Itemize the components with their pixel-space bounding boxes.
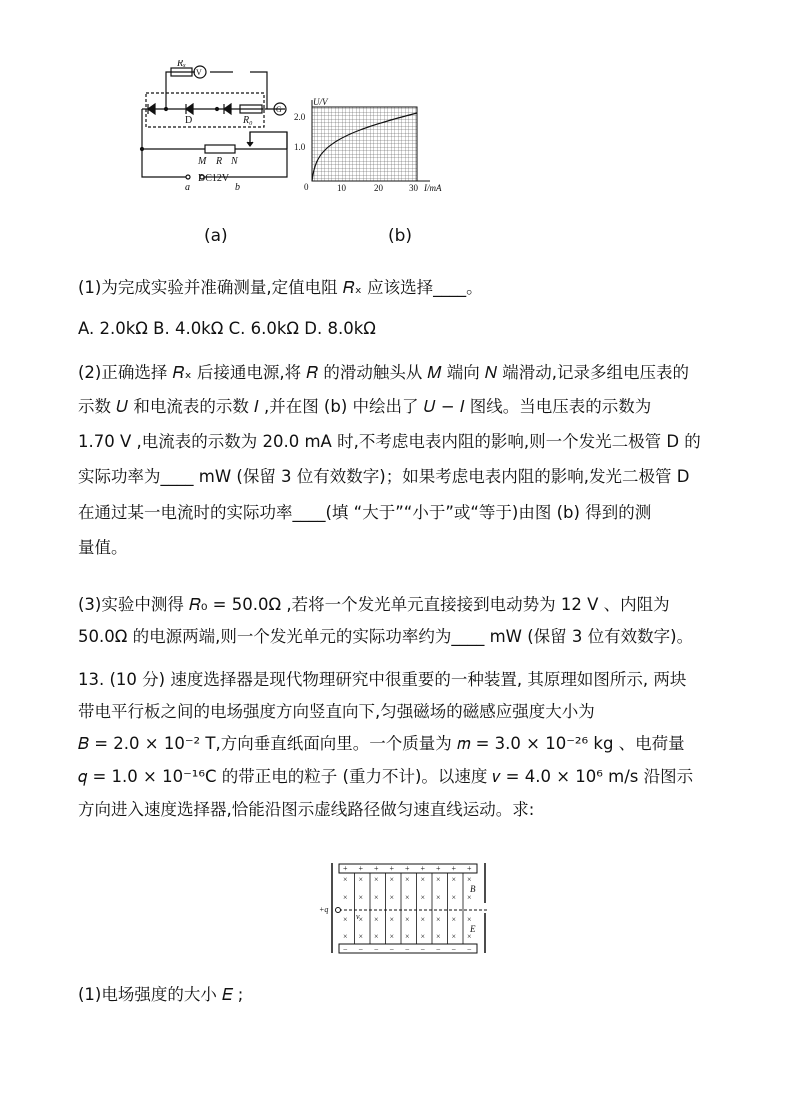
b-field-cross: ×	[343, 915, 348, 924]
minus-sign: −	[451, 945, 457, 954]
b-field-cross: ×	[374, 932, 379, 941]
plus-sign: +	[358, 864, 364, 873]
minus-sign: −	[405, 945, 410, 954]
b-field-cross: ×	[451, 893, 457, 902]
caption-a: (a)	[204, 226, 228, 246]
b-field-cross: ×	[374, 915, 379, 924]
plus-sign: +	[420, 864, 426, 873]
label-r0: R₀	[243, 115, 253, 126]
minus-sign: −	[374, 945, 379, 954]
e-field-label: E	[470, 924, 476, 934]
options: A. 2.0kΩ B. 4.0kΩ C. 6.0kΩ D. 8.0kΩ	[78, 319, 376, 338]
plus-sign: +	[374, 864, 379, 873]
plus-sign: +	[451, 864, 457, 873]
problem-13-line: 13. (10 分) 速度选择器是现代物理研究中很重要的一种装置, 其原理如图所示, 两块	[78, 670, 687, 689]
label-m: M	[198, 156, 207, 167]
problem-13-line: 𝐵 = 2.0 × 10⁻² T,方向垂直纸面向里。一个质量为 𝑚 = 3.0 × 10⁻²⁶ kg 、电荷量	[78, 734, 685, 753]
b-field-label: B	[470, 884, 476, 894]
question-2-line: 量值。	[78, 538, 128, 557]
plus-sign: +	[405, 864, 410, 873]
source-label: DC12V	[198, 173, 230, 184]
b-field-cross: ×	[436, 893, 441, 902]
caption-b: (b)	[388, 226, 413, 246]
b-field-cross: ×	[467, 932, 472, 941]
b-field-cross: ×	[451, 932, 457, 941]
plus-sign: +	[436, 864, 441, 873]
b-field-cross: ×	[467, 915, 472, 924]
voltmeter-label: V	[196, 68, 202, 77]
b-field-cross: ×	[420, 932, 426, 941]
velocity-label: v	[356, 912, 360, 921]
terminal-b: b	[235, 182, 240, 193]
b-field-cross: ×	[420, 893, 426, 902]
b-field-cross: ×	[420, 915, 426, 924]
problem-13-line: 方向进入速度选择器,恰能沿图示虚线路径做匀速直线运动。求:	[78, 800, 535, 819]
x-tick: 10	[337, 183, 346, 193]
b-field-cross: ×	[389, 932, 395, 941]
plus-sign: +	[389, 864, 395, 873]
b-field-cross: ×	[451, 915, 457, 924]
b-field-cross: ×	[358, 875, 364, 884]
terminal-a: a	[185, 182, 190, 193]
sub-question-1: (1)电场强度的大小 𝐸 ;	[78, 985, 244, 1004]
label-r: R	[216, 156, 223, 167]
b-field-cross: ×	[358, 915, 364, 924]
charge-label: +q	[319, 905, 329, 914]
b-field-cross: ×	[374, 893, 379, 902]
b-field-cross: ×	[343, 893, 348, 902]
b-field-cross: ×	[467, 875, 472, 884]
label-rx: Rₓ	[177, 60, 186, 69]
question-2-line: 示数 𝑈 和电流表的示数 𝐼 ,并在图 (b) 中绘出了 𝑈 − 𝐼 图线。当电压表的示数为	[78, 397, 652, 416]
b-field-cross: ×	[436, 932, 441, 941]
b-field-cross: ×	[343, 932, 348, 941]
minus-sign: −	[358, 945, 364, 954]
velocity-selector-diagram	[310, 858, 500, 958]
question-2-line: 1.70 V ,电流表的示数为 20.0 mA 时,不考虑电表内阻的影响,则一个发光二极管 D 的	[78, 432, 701, 451]
plus-sign: +	[467, 864, 472, 873]
b-field-cross: ×	[436, 875, 441, 884]
galvanometer-label: G	[276, 105, 282, 114]
question-2-line: 实际功率为____ mW (保留 3 位有效数字)；如果考虑电表内阻的影响,发光二极管 D	[78, 467, 690, 486]
problem-13-line: 𝑞 = 1.0 × 10⁻¹⁶C 的带正电的粒子 (重力不计)。以速度 𝑣 = 4.0 × 10⁶ m/s 沿图示	[78, 767, 694, 786]
b-field-cross: ×	[389, 875, 395, 884]
y-tick: 2.0	[294, 112, 306, 122]
y-axis-label: U/V	[313, 97, 328, 107]
label-n: N	[231, 156, 238, 167]
question-2-line: 在通过某一电流时的实际功率____(填 “大于”“小于”或“等于)由图 (b) 得到的测	[78, 503, 652, 522]
label-d: D	[185, 115, 193, 126]
minus-sign: −	[467, 945, 472, 954]
question-2-line: (2)正确选择 𝑅ₓ 后接通电源,将 𝑅 的滑动触头从 𝑀 端向 𝑁 端滑动,记录多组电压表的	[78, 363, 690, 382]
b-field-cross: ×	[389, 893, 395, 902]
minus-sign: −	[420, 945, 426, 954]
b-field-cross: ×	[405, 893, 410, 902]
b-field-cross: ×	[358, 893, 364, 902]
u-i-graph	[290, 95, 450, 195]
b-field-cross: ×	[467, 893, 472, 902]
b-field-cross: ×	[358, 932, 364, 941]
minus-sign: −	[436, 945, 441, 954]
y-tick: 1.0	[294, 142, 306, 152]
b-field-cross: ×	[374, 875, 379, 884]
x-tick: 20	[374, 183, 383, 193]
b-field-cross: ×	[405, 875, 410, 884]
b-field-cross: ×	[405, 932, 410, 941]
b-field-cross: ×	[389, 915, 395, 924]
plus-sign: +	[343, 864, 348, 873]
minus-sign: −	[389, 945, 395, 954]
x-axis-label: I/mA	[424, 183, 442, 193]
origin-label: 0	[304, 182, 309, 192]
b-field-cross: ×	[405, 915, 410, 924]
question-3-line: (3)实验中测得 𝑅₀ = 50.0Ω ,若将一个发光单元直接接到电动势为 12 V 、内阻为	[78, 595, 670, 614]
question-3-line: 50.0Ω 的电源两端,则一个发光单元的实际功率约为____ mW (保留 3 位有效数字)。	[78, 627, 694, 646]
b-field-cross: ×	[436, 915, 441, 924]
b-field-cross: ×	[451, 875, 457, 884]
question-1: (1)为完成实验并准确测量,定值电阻 𝑅ₓ 应该选择____。	[78, 278, 483, 297]
circuit-diagram	[130, 60, 300, 195]
minus-sign: −	[343, 945, 348, 954]
x-tick: 30	[409, 183, 418, 193]
b-field-cross: ×	[420, 875, 426, 884]
problem-13-line: 带电平行板之间的电场强度方向竖直向下,匀强磁场的磁感应强度大小为	[78, 702, 595, 721]
b-field-cross: ×	[343, 875, 348, 884]
